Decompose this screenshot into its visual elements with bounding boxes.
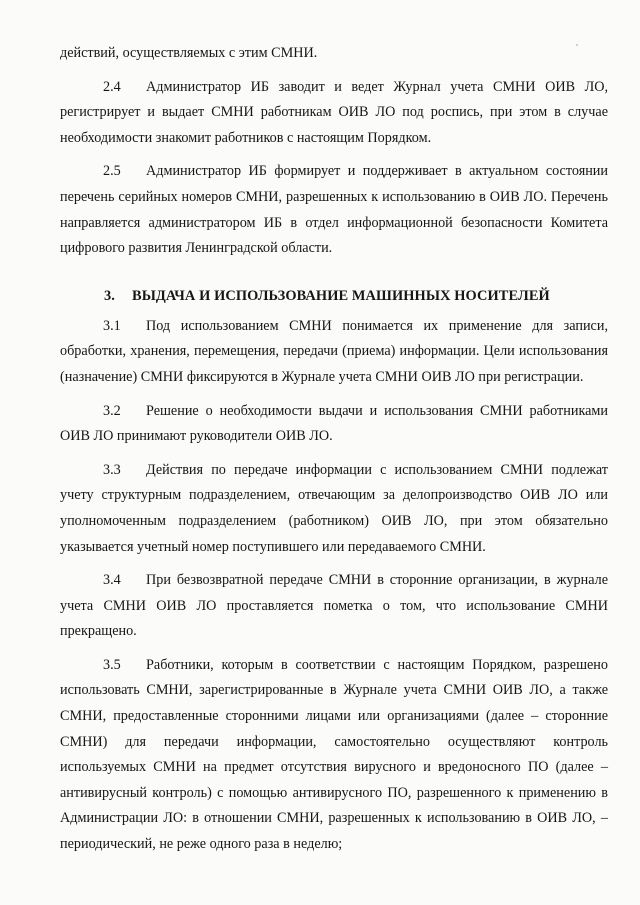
- document-body: [60, 41, 608, 866]
- paragraph-2-5: [60, 159, 608, 261]
- paragraph-2-4: [60, 75, 608, 152]
- paragraph-3-3: [60, 458, 608, 560]
- paragraph-3-5: [60, 653, 608, 858]
- paragraph-3-1: [60, 314, 608, 391]
- paragraph-3-2: [60, 399, 608, 450]
- paragraph-number: 3.5: [103, 656, 121, 673]
- paragraph-text: Администратор ИБ заводит и ведет Журнал учета СМНИ ОИВ ЛО, регистрирует и выдает СМНИ работникам ОИВ ЛО под роспись, при этом в случае необходимости знакомит работников с настоящим Порядком.: [60, 78, 608, 146]
- paragraph-text: Решение о необходимости выдачи и использования СМНИ работниками ОИВ ЛО принимают руководители ОИВ ЛО.: [60, 402, 608, 445]
- paragraph-text: Работники, которым в соответствии с настоящим Порядком, разрешено использовать СМНИ, зарегистрированные в Журнале учета СМНИ ОИВ ЛО, а также СМНИ, предоставленные сторонними лицами или организациями (далее – сторонние СМНИ) для передачи информации, самостоятельно осуществляют контроль используемых СМНИ на предмет отсутствия вирусного и вредоносного ПО (далее – антивирусный контроль) с помощью антивирусного ПО, разрешенного к применению в Администрации ЛО: в отношении СМНИ, разрешенных к использованию в ОИВ ЛО, – периодический, не реже одного раза в неделю;: [60, 656, 608, 853]
- section-3-heading: [60, 284, 608, 308]
- paragraph-number: 3.1: [103, 317, 121, 334]
- paragraph-text: Администратор ИБ формирует и поддерживает в актуальном состоянии перечень серийных номеров СМНИ, разрешенных к использованию в ОИВ ЛО. Перечень направляется администратором ИБ в отдел информационной безопасности Комитета цифрового развития Ленинградской области.: [60, 163, 608, 257]
- paragraph-number: 3.4: [103, 572, 121, 589]
- section-number: 3.: [104, 287, 115, 304]
- paragraph-number: 2.5: [103, 163, 121, 180]
- paragraph-text: При безвозвратной передаче СМНИ в сторонние организации, в журнале учета СМНИ ОИВ ЛО проставляется пометка о том, что использование СМНИ прекращено.: [60, 572, 608, 640]
- paragraph-text: Действия по передаче информации с использованием СМНИ подлежат учету структурным подразделением, отвечающим за делопроизводство ОИВ ЛО или уполномоченным подразделением (работником) ОИВ ЛО, при этом обязательно указывается учетный номер поступившего или передаваемого СМНИ.: [60, 461, 608, 555]
- intro-line: действий, осуществляемых с этим СМНИ.: [60, 45, 318, 61]
- paragraph-number: 3.2: [103, 402, 121, 419]
- paragraph-number: 3.3: [103, 461, 121, 478]
- paragraph-3-4: [60, 568, 608, 645]
- paragraph-number: 2.4: [103, 78, 121, 95]
- section-title: ВЫДАЧА И ИСПОЛЬЗОВАНИЕ МАШИННЫХ НОСИТЕЛЕЙ: [132, 287, 550, 304]
- paragraph-text: Под использованием СМНИ понимается их применение для записи, обработки, хранения, перемещения, передачи (приема) информации. Цели использования (назначение) СМНИ фиксируются в Журнале учета СМНИ ОИВ ЛО при регистрации.: [60, 317, 608, 385]
